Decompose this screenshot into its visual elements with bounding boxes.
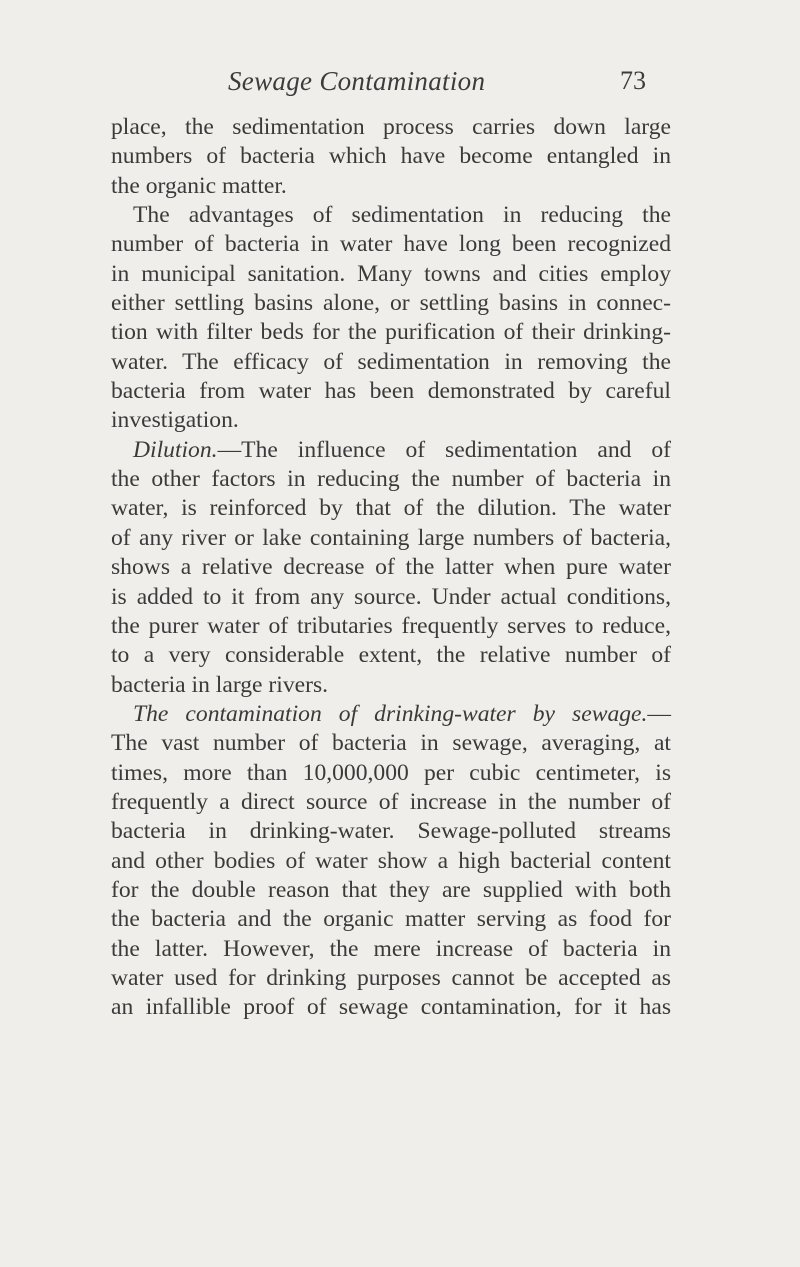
text-line: water. The efficacy of sedimentation in removing the [111,348,671,375]
section-heading-line: The contamination of drinking-water by sewage.— [133,700,671,727]
text-line: tion with filter beds for the purification of their drinking- [111,319,671,346]
text-line: numbers of bacteria which have become entangled in [111,143,671,170]
running-head [0,66,800,106]
text-line: the latter. However, the mere increase of bacteria in [111,935,671,962]
text-line: the organic matter. [111,172,287,199]
text-line: the purer water of tributaries frequently serves to reduce, [111,612,671,639]
text-line: the other factors in reducing the number of bacteria in [111,466,671,493]
section-heading-dilution: Dilution. [133,436,218,463]
text-line: times, more than 10,000,000 per cubic centimeter, is [111,759,671,786]
text-line: investigation. [111,407,239,434]
text-line: for the double reason that they are supplied with both [111,876,671,903]
section-heading-line: Dilution.—The influence of sedimentation and of [133,436,671,463]
section-heading-contamination: The contamination of drinking-water by sewage. [133,700,648,727]
text-line: The vast number of bacteria in sewage, averaging, at [111,730,671,757]
text-line: place, the sedimentation process carries down large [111,114,671,140]
text-line: an infallible proof of sewage contamination, for it has [111,994,671,1021]
text-line: water, is reinforced by that of the dilution. The water [111,495,671,522]
text-line: water used for drinking purposes cannot be accepted as [111,964,671,991]
text-line: The advantages of sedimentation in reducing the [133,202,671,229]
text-line: of any river or lake containing large numbers of bacteria, [111,524,671,551]
text-line: number of bacteria in water have long been recognized [111,231,671,258]
text-line: either settling basins alone, or settling basins in connec- [111,290,671,317]
text-line: shows a relative decrease of the latter when pure water [111,554,671,581]
running-title: Sewage Contamination [228,66,486,96]
text-line: to a very considerable extent, the relative number of [111,642,671,669]
text-line: and other bodies of water show a high bacterial content [111,847,671,874]
text-line: in municipal sanitation. Many towns and cities employ [111,260,671,287]
text-line: bacteria from water has been demonstrated by careful [111,378,671,405]
body-text [111,113,671,1023]
text-line: frequently a direct source of increase in the number of [111,788,671,815]
text-line: the bacteria and the organic matter serving as food for [111,906,671,933]
text-line: bacteria in large rivers. [111,671,329,698]
text-line: bacteria in drinking-water. Sewage-polluted streams [111,818,671,845]
page-number: 73 [620,66,646,95]
text-line: is added to it from any source. Under actual conditions, [111,583,671,610]
